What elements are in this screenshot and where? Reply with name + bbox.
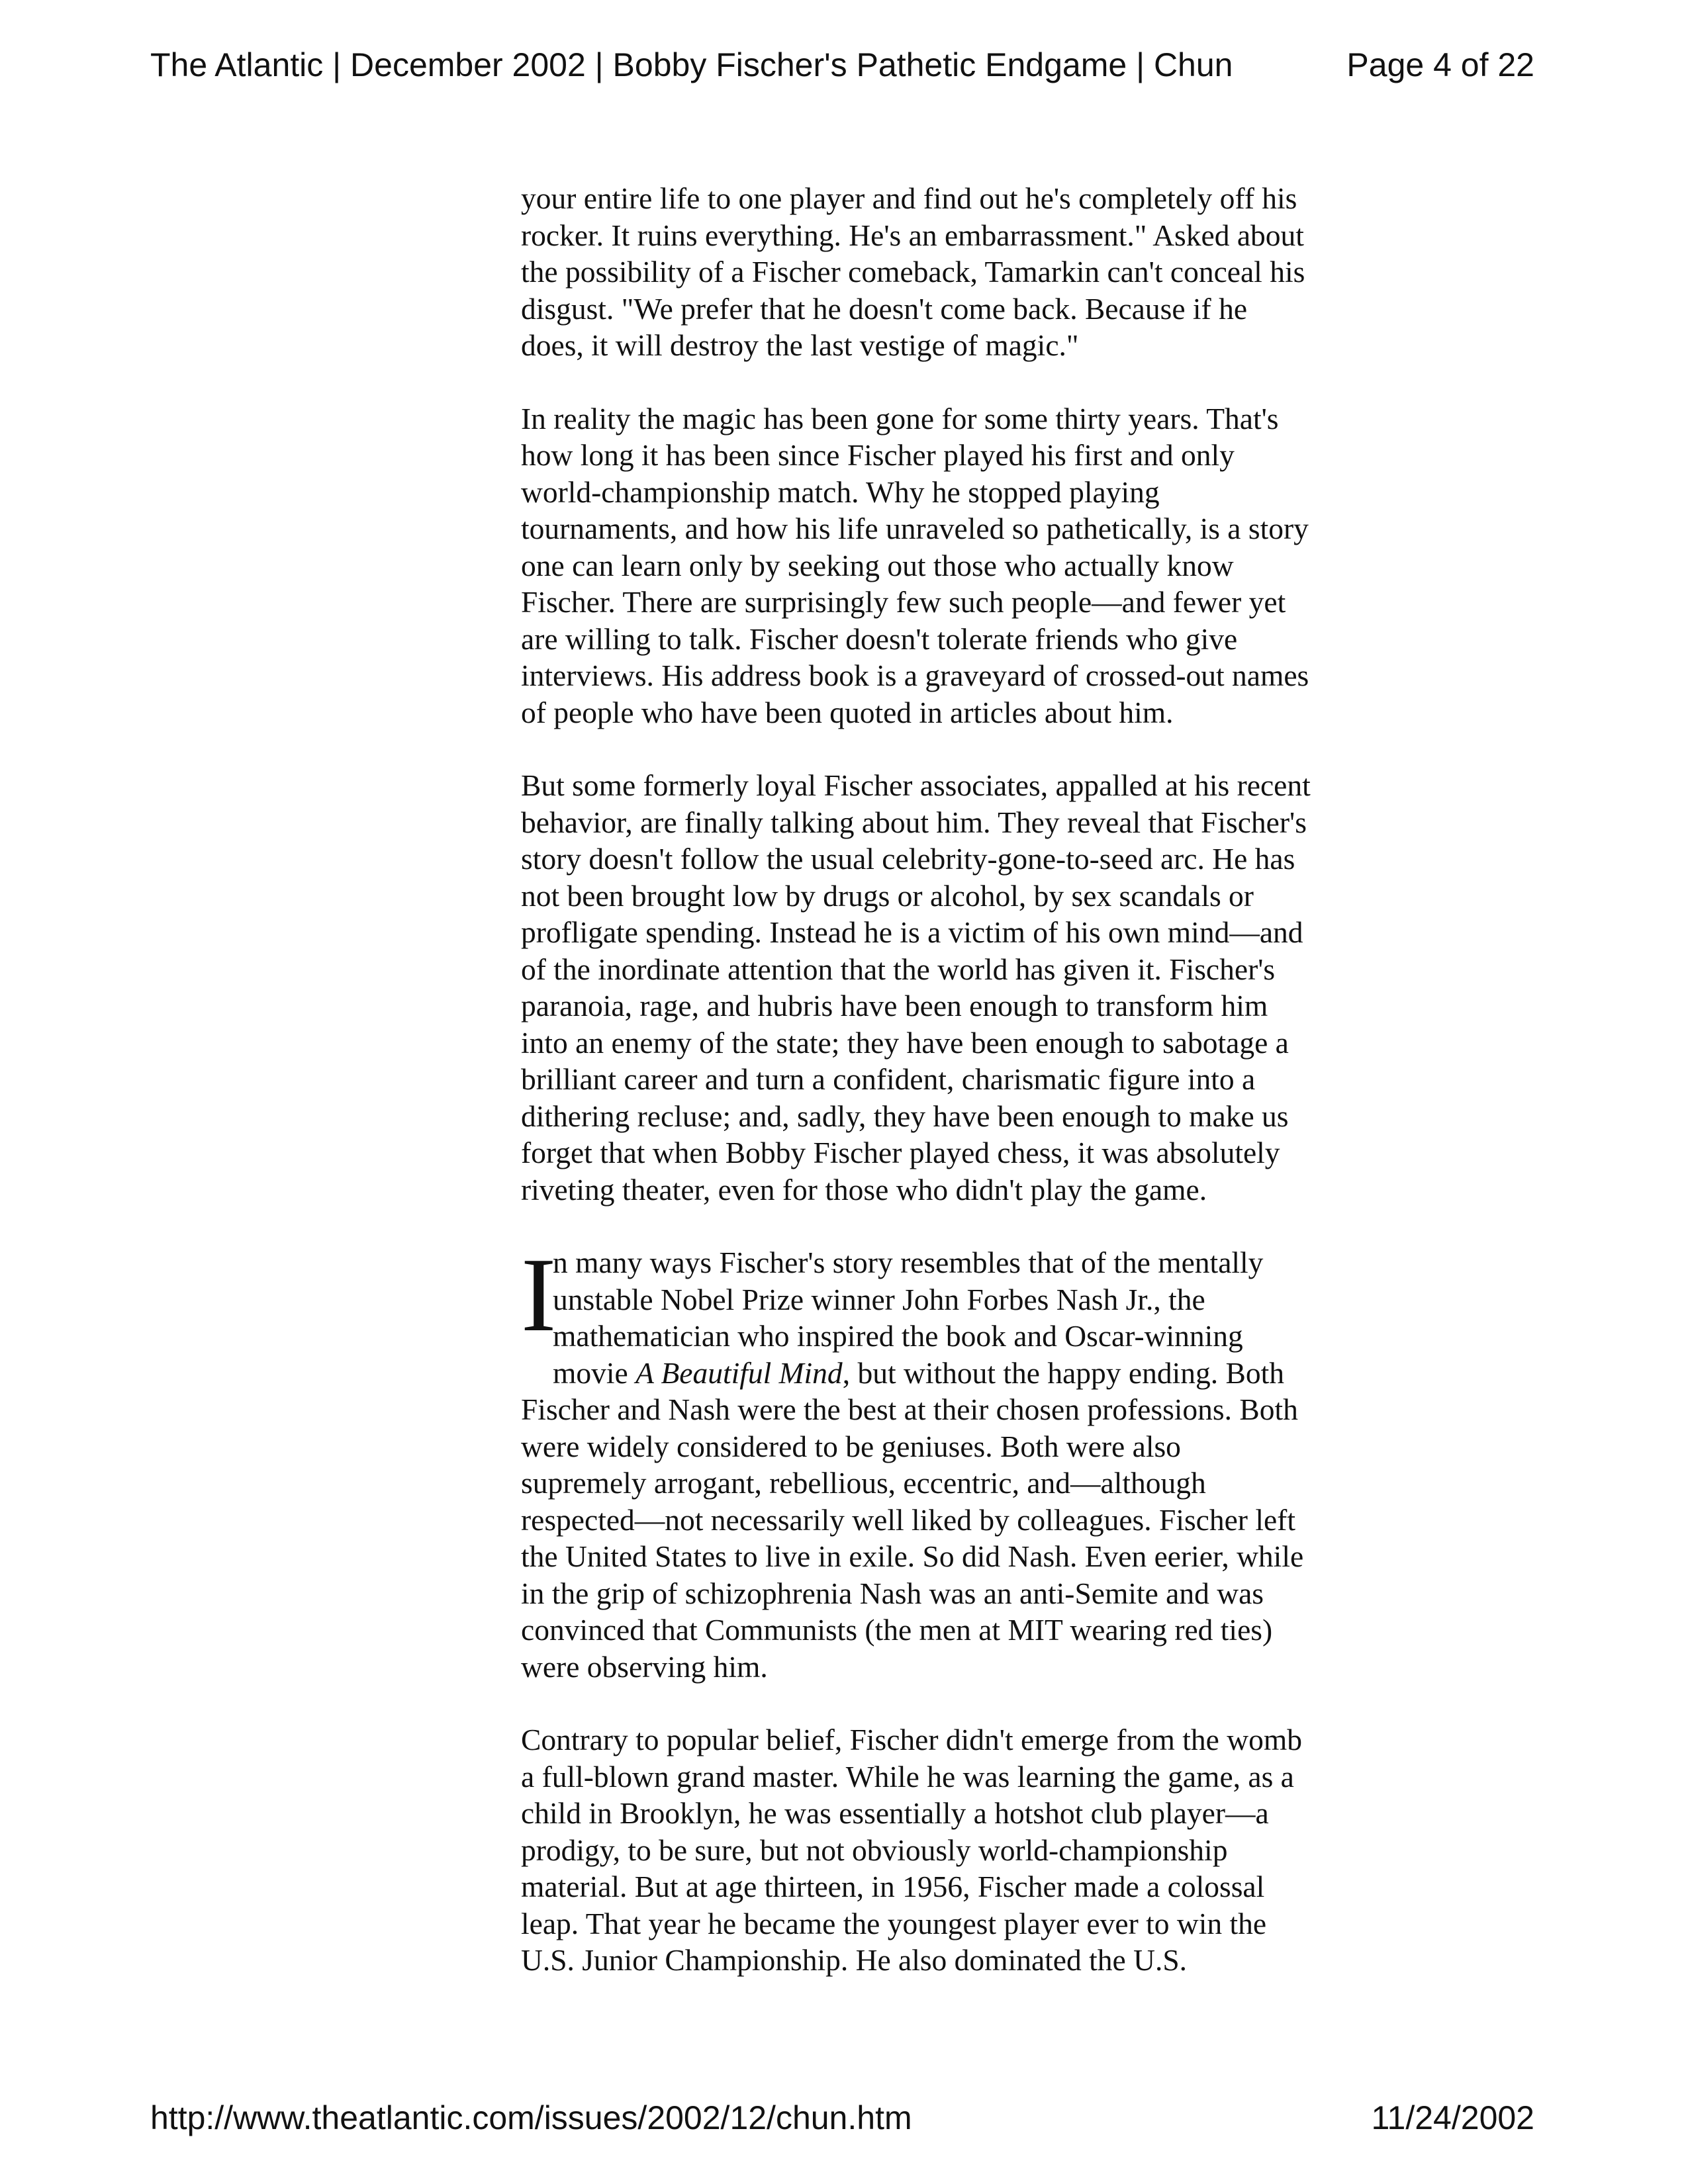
text-line: Fischer and Nash were the best at their chosen professions. Both (521, 1392, 1298, 1426)
text-line: were widely considered to be geniuses. Both were also (521, 1429, 1181, 1463)
text-line: material. But at age thirteen, in 1956, Fischer made a colossal (521, 1870, 1265, 1903)
text-line: world-championship match. Why he stopped playing (521, 475, 1160, 509)
text-line: story doesn't follow the usual celebrity-gone-to-seed arc. He has (521, 842, 1295, 876)
text-fragment: , but without the happy ending. Both (842, 1355, 1284, 1390)
text-line: n many ways Fischer's story resembles that of the mentally (553, 1246, 1264, 1279)
text-line: leap. That year he became the youngest player ever to win the (521, 1906, 1267, 1940)
text-line: riveting theater, even for those who didn't play the game. (521, 1172, 1207, 1206)
text-line: are willing to talk. Fischer doesn't tolerate friends who give (521, 621, 1238, 656)
text-fragment: movie (553, 1355, 636, 1390)
text-line: U.S. Junior Championship. He also dominated the U.S. (521, 1943, 1187, 1977)
text-line: But some formerly loyal Fischer associates, appalled at his recent (521, 768, 1311, 802)
text-line: brilliant career and turn a confident, charismatic figure into a (521, 1062, 1256, 1096)
text-line: In reality the magic has been gone for some thirty years. That's (521, 401, 1279, 435)
text-line: prodigy, to be sure, but not obviously world-championship (521, 1833, 1228, 1867)
text-line: of the inordinate attention that the world has given it. Fischer's (521, 952, 1276, 986)
page-number: Page 4 of 22 (1346, 46, 1534, 83)
text-line: dithering recluse; and, sadly, they have been enough to make us (521, 1099, 1289, 1133)
text-line: were observing him. (521, 1649, 768, 1684)
drop-cap: I (521, 1236, 557, 1353)
paragraph-3 (521, 767, 1408, 1208)
article-body (521, 180, 1408, 2015)
text-line: profligate spending. Instead he is a victim of his own mind—and (521, 915, 1303, 949)
text-line: not been brought low by drugs or alcohol, by sex scandals or (521, 878, 1254, 913)
text-line (521, 1355, 1408, 1392)
text-line: of people who have been quoted in articles about him. (521, 695, 1174, 729)
text-line: respected—not necessarily well liked by colleagues. Fischer left (521, 1502, 1295, 1537)
text-line: the United States to live in exile. So did Nash. Even eerier, while (521, 1539, 1304, 1573)
text-line: child in Brooklyn, he was essentially a hotshot club player—a (521, 1796, 1269, 1830)
text-line: the possibility of a Fischer comeback, Tamarkin can't conceal his (521, 255, 1305, 289)
text-line: supremely arrogant, rebellious, eccentric, and—although (521, 1466, 1206, 1500)
text-line: paranoia, rage, and hubris have been enough to transform him (521, 989, 1268, 1023)
text-line: tournaments, and how his life unraveled so pathetically, is a story (521, 512, 1309, 545)
paragraph-4 (521, 1236, 1408, 1685)
page-url: http://www.theatlantic.com/issues/2002/12/chun.htm (150, 2099, 912, 2136)
text-line: unstable Nobel Prize winner John Forbes Nash Jr., the (553, 1282, 1205, 1316)
movie-title: A Beautiful Mind (635, 1355, 843, 1390)
text-line: your entire life to one player and find out he's completely off his (521, 181, 1297, 215)
paragraph-5 (521, 1721, 1408, 1979)
text-line: Contrary to popular belief, Fischer didn't emerge from the womb (521, 1723, 1302, 1756)
text-line: a full-blown grand master. While he was learning the game, as a (521, 1759, 1294, 1794)
text-line: rocker. It ruins everything. He's an embarrassment." Asked about (521, 218, 1304, 252)
text-line: behavior, are finally talking about him. They reveal that Fischer's (521, 805, 1307, 839)
text-line: interviews. His address book is a graveyard of crossed-out names (521, 659, 1309, 692)
text-line: how long it has been since Fischer played his first and only (521, 438, 1235, 472)
paragraph-1 (521, 180, 1408, 364)
paragraph-2 (521, 400, 1408, 731)
text-line: forget that when Bobby Fischer played chess, it was absolutely (521, 1136, 1280, 1169)
print-date: 11/24/2002 (1371, 2099, 1534, 2136)
text-line: does, it will destroy the last vestige of magic." (521, 328, 1079, 362)
text-line: mathematician who inspired the book and Oscar-winning (553, 1319, 1243, 1353)
text-line: into an enemy of the state; they have been enough to sabotage a (521, 1025, 1289, 1060)
text-line: Fischer. There are surprisingly few such people—and fewer yet (521, 585, 1286, 619)
text-line: disgust. "We prefer that he doesn't come back. Because if he (521, 291, 1248, 326)
page-header-title: The Atlantic | December 2002 | Bobby Fischer's Pathetic Endgame | Chun (150, 46, 1233, 83)
text-line: in the grip of schizophrenia Nash was an anti-Semite and was (521, 1576, 1264, 1610)
text-line: one can learn only by seeking out those who actually know (521, 548, 1234, 582)
text-line: convinced that Communists (the men at MIT wearing red ties) (521, 1613, 1273, 1647)
